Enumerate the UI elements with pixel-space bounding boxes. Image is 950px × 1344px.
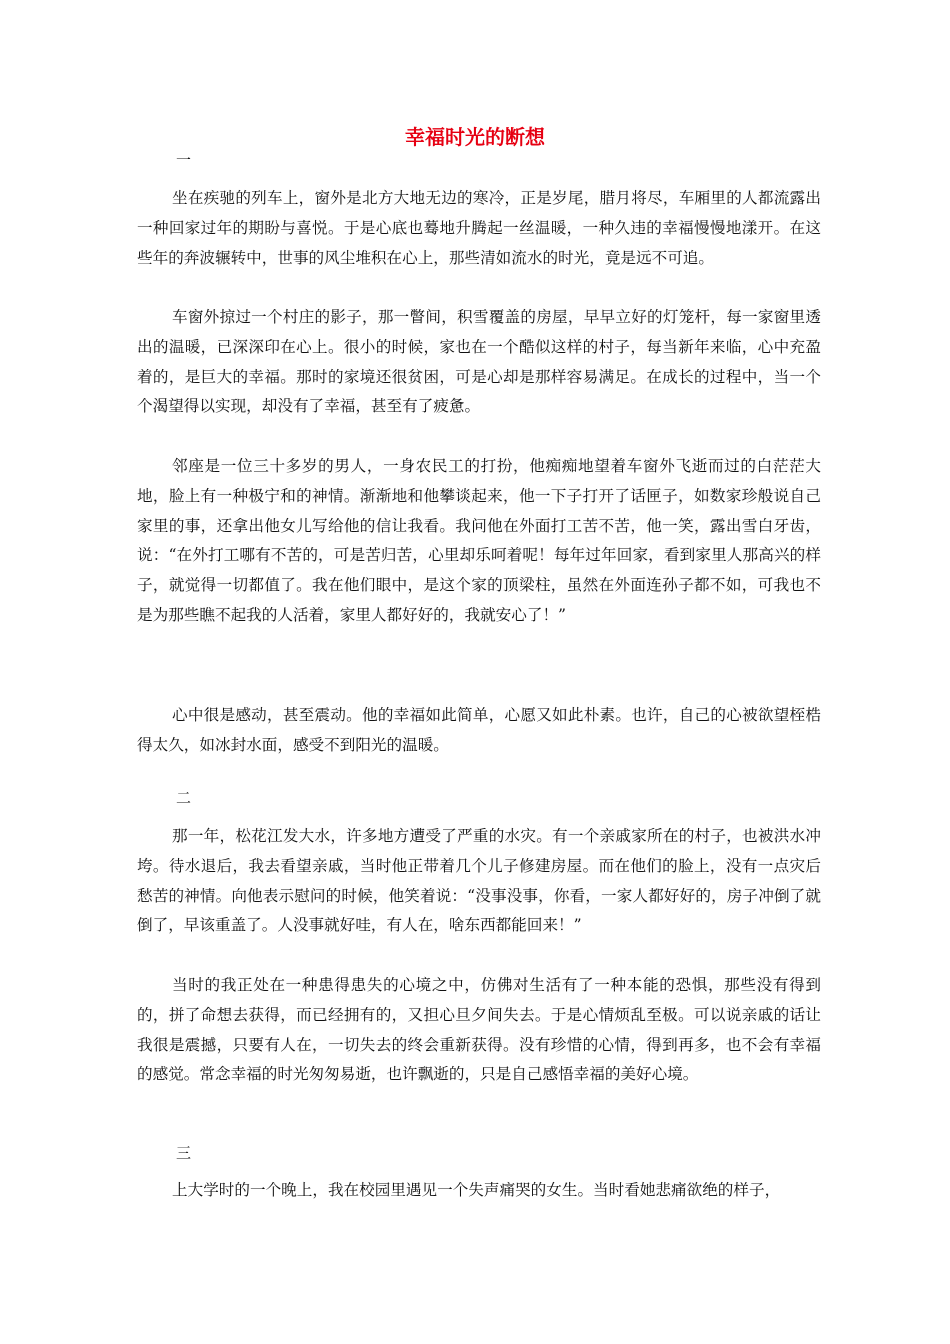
paragraph: 上大学时的一个晚上，我在校园里遇见一个失声痛哭的女生。当时看她悲痛欲绝的样子， bbox=[172, 1181, 781, 1199]
section-heading-1: 一 bbox=[176, 151, 192, 169]
paragraph: 邻座是一位三十多岁的男人，一身农民工的打扮，他痴痴地望着车窗外飞逝而过的白茫茫大地，脸上有一种极宁和的神情。渐渐地和他攀谈起来，他一下子打开了话匣子，如数家珍般说自己家里的事，还拿出他女儿写给他的信让我看。我问他在外面打工苦不苦，他一笑，露出雪白牙齿，说：“在外打工哪有不苦的，可是苦归苦，心里却乐呵着呢！每年过年回家，看到家里人那高兴的样子，就觉得一切都值了。我在他们眼中，是这个家的顶梁柱，虽然在外面连孙子都不如，可我也不是为那些瞧不起我的人活着，家里人都好好的，我就安心了！” bbox=[137, 457, 821, 624]
paragraph: 坐在疾驰的列车上，窗外是北方大地无边的寒冷，正是岁尾，腊月将尽，车厢里的人都流露出一种回家过年的期盼与喜悦。于是心底也蓦地升腾起一丝温暖，一种久违的幸福慢慢地漾开。在这些年的奔波辗转中，世事的风尘堆积在心上，那些清如流水的时光，竟是远不可追。 bbox=[137, 189, 821, 267]
paragraph: 车窗外掠过一个村庄的影子，那一瞥间，积雪覆盖的房屋，早早立好的灯笼杆，每一家窗里透出的温暖，已深深印在心上。很小的时候，家也在一个酷似这样的村子，每当新年来临，心中充盈着的，是巨大的幸福。那时的家境还很贫困，可是心却是那样容易满足。在成长的过程中，当一个个渴望得以实现，却没有了幸福，甚至有了疲惫。 bbox=[137, 308, 821, 416]
paragraph: 当时的我正处在一种患得患失的心境之中，仿佛对生活有了一种本能的恐惧，那些没有得到的，拼了命想去获得，而已经拥有的，又担心旦夕间失去。于是心情烦乱至极。可以说亲戚的话让我很是震撼，只要有人在，一切失去的终会重新获得。没有珍惜的心情，得到再多，也不会有幸福的感觉。常念幸福的时光匆匆易逝，也许飘逝的，只是自己感悟幸福的美好心境。 bbox=[137, 976, 821, 1084]
section-heading-3: 三 bbox=[176, 1144, 192, 1162]
paragraph: 心中很是感动，甚至震动。他的幸福如此简单，心愿又如此朴素。也许，自己的心被欲望桎梏得太久，如冰封水面，感受不到阳光的温暖。 bbox=[137, 706, 821, 754]
document-title: 幸福时光的断想 bbox=[405, 125, 545, 149]
paragraph: 那一年，松花江发大水，许多地方遭受了严重的水灾。有一个亲戚家所在的村子，也被洪水冲垮。待水退后，我去看望亲戚，当时他正带着几个儿子修建房屋。而在他们的脸上，没有一点灾后愁苦的神情。向他表示慰问的时候，他笑着说：“没事没事，你看，一家人都好好的，房子冲倒了就倒了，早该重盖了。人没事就好哇，有人在，啥东西都能回来！” bbox=[137, 827, 821, 935]
section-heading-2: 二 bbox=[176, 789, 192, 807]
